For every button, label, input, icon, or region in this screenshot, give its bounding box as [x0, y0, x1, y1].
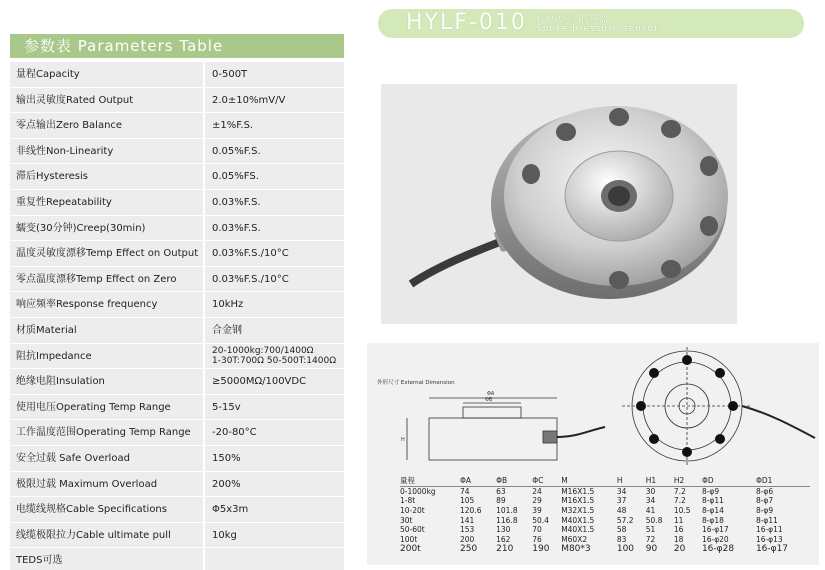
- parameter-value: 0.03%F.S.: [205, 190, 344, 216]
- dimension-cell: M32X1.5: [561, 505, 595, 515]
- dimension-cell: 41: [645, 505, 656, 515]
- product-photo: [381, 84, 737, 324]
- dimension-cell: 8-φ9: [755, 505, 774, 515]
- parameter-value: 0.03%F.S.: [205, 216, 344, 242]
- parameter-name: 零点输出Zero Balance: [10, 113, 203, 139]
- dimension-cell: 101.8: [496, 505, 518, 515]
- dimension-cell: 8-φ7: [755, 496, 774, 506]
- dimension-cell: 20: [673, 544, 686, 555]
- parameter-row: [10, 446, 344, 472]
- dimension-cell: 8-φ18: [701, 515, 724, 525]
- dimension-cell: 16-φ28: [701, 544, 735, 555]
- parameter-name: 温度灵敏度漂移Temp Effect on Output: [10, 241, 203, 267]
- dimension-cell: 18: [673, 534, 684, 544]
- dimension-cell: 63: [496, 487, 506, 497]
- dimension-cell: 120.6: [460, 505, 482, 515]
- dimension-cell: 10.5: [673, 505, 691, 515]
- parameter-value: 0-500T: [205, 62, 344, 88]
- dimension-cell: 8-φ11: [701, 496, 724, 506]
- dimension-cell: 16-φ11: [755, 525, 783, 535]
- parameter-row: [10, 344, 344, 370]
- parameter-row: [10, 164, 344, 190]
- parameter-value: [205, 344, 344, 370]
- dimension-row: [400, 506, 810, 516]
- parameters-table-header: 参数表 Parameters Table: [10, 34, 344, 58]
- dimension-column-header: H: [617, 475, 646, 487]
- parameter-value: 0.03%F.S./10°C: [205, 241, 344, 267]
- parameter-name: 工作温度范围Operating Temp Range: [10, 420, 203, 446]
- dimension-cell: 16-φ13: [755, 534, 783, 544]
- parameter-value: 0.05%FS.: [205, 164, 344, 190]
- dimension-row: [400, 525, 810, 535]
- dimension-row: [400, 544, 810, 554]
- parameter-value: 5-15v: [205, 395, 344, 421]
- dimension-cell: 50.4: [532, 515, 549, 525]
- title-banner: [378, 9, 804, 38]
- parameter-row: [10, 472, 344, 498]
- dimension-cell: 30t: [400, 515, 413, 525]
- parameter-value-line: 20-1000kg:700/1400Ω: [212, 345, 314, 356]
- dimension-cell: 89: [496, 496, 506, 506]
- dimension-cell: M60X2: [561, 534, 588, 544]
- dimension-cell: 72: [645, 534, 656, 544]
- parameter-value: 10kg: [205, 523, 344, 549]
- parameter-name: 极限过载 Maximum Overload: [10, 472, 203, 498]
- parameter-value: 10kHz: [205, 292, 344, 318]
- dimension-cell: 141: [460, 515, 475, 525]
- dimension-drawing: [367, 343, 819, 473]
- parameter-name: 阻抗Impedance: [10, 344, 203, 370]
- parameter-name: 重复性Repeatability: [10, 190, 203, 216]
- parameter-row: [10, 88, 344, 114]
- dimension-cell: 29: [532, 496, 542, 506]
- parameter-name: 电缆线规格Cable Specifications: [10, 497, 203, 523]
- dimension-cell: 8-φ14: [701, 505, 724, 515]
- parameter-row: [10, 216, 344, 242]
- parameter-name: 量程Capacity: [10, 62, 203, 88]
- dimension-cell: 74: [460, 487, 470, 497]
- parameter-row: [10, 548, 344, 570]
- dimension-cell: M16X1.5: [561, 496, 595, 506]
- dimension-cell: 48: [616, 505, 627, 515]
- dimension-cell: 50-60t: [400, 525, 425, 535]
- parameter-name: 响应频率Response frequency: [10, 292, 203, 318]
- dimension-cell: M16X1.5: [561, 487, 595, 497]
- dimension-row: [400, 515, 810, 525]
- parameter-name: 输出灵敏度Rated Output: [10, 88, 203, 114]
- parameter-row: [10, 395, 344, 421]
- parameter-row: [10, 62, 344, 88]
- dimension-cell: 51: [645, 525, 656, 535]
- parameter-name: 非线性Non-Linearity: [10, 139, 203, 165]
- dimension-column-header: ΦC: [532, 475, 561, 487]
- top-view: [622, 347, 815, 465]
- parameter-row: [10, 369, 344, 395]
- dimensions-table: [400, 475, 810, 554]
- dimension-cell: 16: [673, 525, 684, 535]
- dimension-cell: M40X1.5: [561, 515, 595, 525]
- parameter-row: [10, 267, 344, 293]
- parameter-name: 材质Material: [10, 318, 203, 344]
- dimension-column-header: H1: [646, 475, 674, 487]
- dimension-column-header: H2: [674, 475, 702, 487]
- dimension-cell: 8-φ9: [701, 487, 720, 497]
- dimension-cell: 39: [532, 505, 542, 515]
- parameter-value: 0.03%F.S./10°C: [205, 267, 344, 293]
- dimension-cell: 7.2: [673, 487, 686, 497]
- dimension-cell: M80*3: [561, 544, 591, 555]
- dimension-cell: 8-φ11: [755, 515, 778, 525]
- parameter-name: TEDS可选: [10, 548, 203, 570]
- dimension-cell: M40X1.5: [561, 525, 595, 535]
- parameter-name: 使用电压Operating Temp Range: [10, 395, 203, 421]
- dimension-cell: 1-8t: [400, 496, 416, 506]
- dimension-column-header: M: [561, 475, 617, 487]
- dimension-cell: 16-φ20: [701, 534, 729, 544]
- parameter-value: Φ5x3m: [205, 497, 344, 523]
- dimension-cell: 153: [460, 525, 475, 535]
- dim-a-label: ΦA: [487, 391, 495, 397]
- parameter-row: [10, 113, 344, 139]
- parameter-value: 合金钢: [205, 318, 344, 344]
- parameter-row: [10, 241, 344, 267]
- dimension-cell: 76: [532, 534, 542, 544]
- external-dimension-label: 外形尺寸 External Dimension: [377, 380, 455, 386]
- dimension-cell: 130: [496, 525, 511, 535]
- parameter-row: [10, 318, 344, 344]
- parameter-row: [10, 190, 344, 216]
- parameter-value: 150%: [205, 446, 344, 472]
- dimension-cell: 70: [532, 525, 542, 535]
- dimension-cell: 24: [532, 487, 542, 497]
- parameter-name: 滞后Hysteresis: [10, 164, 203, 190]
- side-view: [407, 398, 605, 460]
- dimension-cell: 105: [460, 496, 475, 506]
- dimension-cell: 37: [616, 496, 627, 506]
- parameter-name: 零点温度漂移Temp Effect on Zero: [10, 267, 203, 293]
- dimension-column-header: ΦB: [496, 475, 532, 487]
- dimension-cell: 16-φ17: [755, 544, 789, 555]
- dimension-cell: 34: [645, 496, 656, 506]
- dimension-cell: 50.8: [645, 515, 663, 525]
- dimension-cell: 100: [616, 544, 635, 555]
- dimension-cell: 0-1000kg: [400, 487, 436, 497]
- dimension-cell: 200: [460, 534, 475, 544]
- parameter-row: [10, 497, 344, 523]
- dimension-cell: 210: [496, 544, 514, 555]
- dim-h-label: H: [401, 437, 405, 443]
- dimension-cell: 34: [616, 487, 627, 497]
- dimension-cell: 162: [496, 534, 511, 544]
- dimension-cell: 190: [532, 544, 550, 555]
- model-number: HYLF-010: [406, 10, 527, 35]
- dimension-cell: 83: [616, 534, 627, 544]
- parameter-value: 2.0±10%mV/V: [205, 88, 344, 114]
- parameter-row: [10, 139, 344, 165]
- dimension-row: [400, 496, 810, 506]
- parameter-row: [10, 292, 344, 318]
- dim-b-label: ΦB: [485, 397, 493, 403]
- dimension-column-header: ΦD: [702, 475, 756, 487]
- technical-drawing: [367, 343, 819, 565]
- dimension-cell: 7.2: [673, 496, 686, 506]
- dimension-cell: 58: [616, 525, 627, 535]
- parameter-value: ≥5000MΩ/100VDC: [205, 369, 344, 395]
- dimension-column-header: ΦD1: [756, 475, 810, 487]
- dimension-cell: 200t: [400, 544, 421, 555]
- parameters-table: [10, 62, 344, 570]
- dimension-row: [400, 534, 810, 544]
- dimension-cell: 57.2: [616, 515, 634, 525]
- dimension-cell: 30: [645, 487, 656, 497]
- subtitle-chinese: 轮辐式压力传感器: [536, 15, 609, 25]
- parameter-value: [205, 548, 344, 570]
- dimension-cell: 8-φ6: [755, 487, 774, 497]
- dimension-column-header: ΦA: [460, 475, 496, 487]
- parameter-name: 蠕变(30分钟)Creep(30min): [10, 216, 203, 242]
- subtitle-english: Spoke pressure sensor: [536, 24, 659, 34]
- parameter-value: -20-80°C: [205, 420, 344, 446]
- parameter-value-line: 1-30T:700Ω 50-500T:1400Ω: [212, 356, 337, 367]
- dimension-row: [400, 487, 810, 497]
- dimension-column-header: 量程: [400, 475, 460, 487]
- parameter-name: 安全过载 Safe Overload: [10, 446, 203, 472]
- parameter-row: [10, 523, 344, 549]
- load-cell-illustration: [381, 84, 737, 324]
- parameter-row: [10, 420, 344, 446]
- parameter-value: ±1%F.S.: [205, 113, 344, 139]
- parameter-value: 0.05%F.S.: [205, 139, 344, 165]
- dimension-cell: 90: [645, 544, 658, 555]
- dimension-cell: 10-20t: [400, 505, 425, 515]
- parameter-name: 绝缘电阻Insulation: [10, 369, 203, 395]
- dimension-cell: 116.8: [496, 515, 518, 525]
- dimension-cell: 100t: [400, 534, 418, 544]
- dimension-cell: 16-φ17: [701, 525, 729, 535]
- dimension-cell: 11: [673, 515, 684, 525]
- parameter-value: 200%: [205, 472, 344, 498]
- parameter-name: 线缆极限拉力Cable ultimate pull: [10, 523, 203, 549]
- dimension-cell: 250: [460, 544, 478, 555]
